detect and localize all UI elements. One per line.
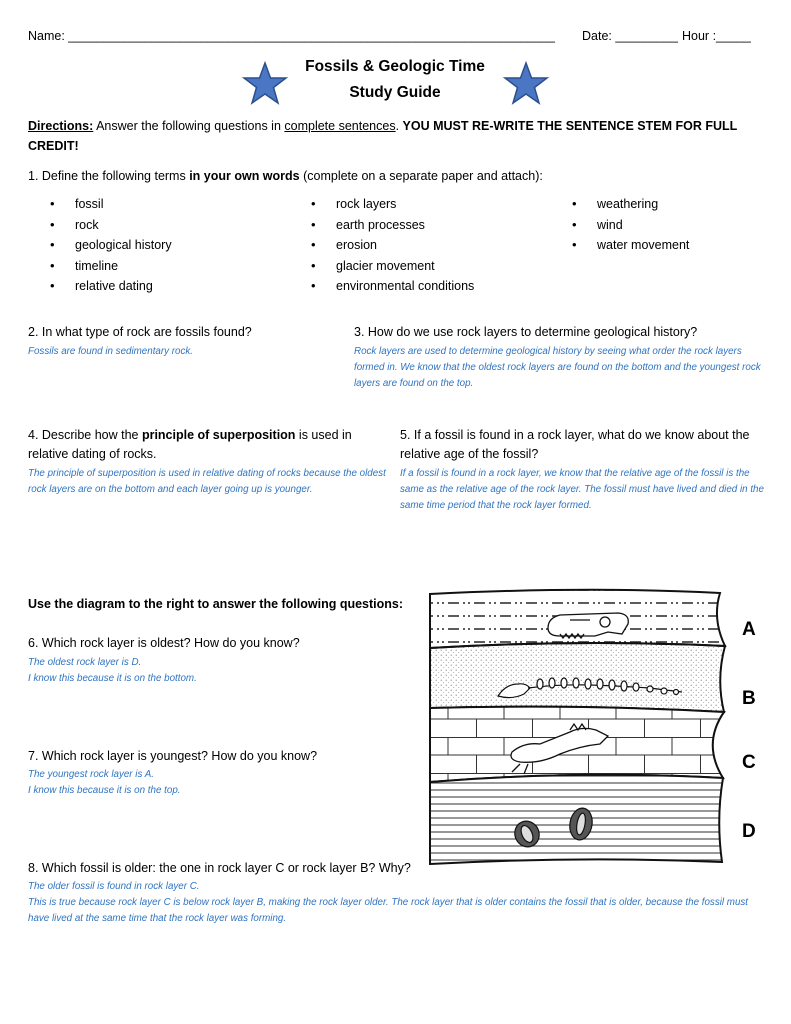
diagram-instructions: Use the diagram to the right to answer the following questions: <box>28 597 404 611</box>
terms-column-2 <box>311 194 474 297</box>
answer-6-line-1: The oldest rock layer is D. <box>28 657 142 668</box>
question-5: 5. If a fossil is found in a rock layer, what do we know about the relative age of the fossil? <box>400 428 750 461</box>
q1-pre: 1. Define the following terms <box>28 169 190 183</box>
directions-text: Answer the following questions in <box>93 119 285 133</box>
answer-2: Fossils are found in sedimentary rock. <box>28 346 193 357</box>
list-item: • environmental conditions <box>311 276 474 297</box>
question-8: 8. Which fossil is older: the one in rock layer C or rock layer B? Why? <box>28 861 411 875</box>
q1-post: (complete on a separate paper and attach): <box>299 169 543 183</box>
list-item: • relative dating <box>50 276 172 297</box>
list-item: • rock <box>50 215 172 236</box>
layer-label-a: A <box>742 619 756 640</box>
rock-layer-b <box>430 643 725 712</box>
star-icon <box>502 61 550 107</box>
answer-4: The principle of superposition is used in relative dating of rocks because the oldest rock layers are on the bottom and each layer going up is younger. <box>28 468 386 495</box>
question-7: 7. Which rock layer is youngest? How do you know? <box>28 749 318 763</box>
list-item: • geological history <box>50 235 172 256</box>
question-2: 2. In what type of rock are fossils found? <box>28 325 252 339</box>
question-6: 6. Which rock layer is oldest? How do you know? <box>28 636 300 650</box>
layer-label-c: C <box>742 752 756 773</box>
directions-label: Directions: <box>28 119 94 133</box>
terms-column-1 <box>50 194 172 297</box>
answer-6-line-2: I know this because it is on the bottom. <box>28 673 197 684</box>
list-item: • weathering <box>572 194 689 215</box>
answer-8-line-2: This is true because rock layer C is below rock layer B, making the rock layer older. The rock layer that is older contains the fossil that is older, because the fossil must have lived at the same time that the rock layer was forming. <box>28 897 749 924</box>
q4-pre: 4. Describe how the <box>28 428 142 442</box>
q4-post: is used in relative dating of rocks. <box>28 428 352 461</box>
answer-5: If a fossil is found in a rock layer, we know that the relative age of the fossil is the same as the relative age of the rock layer. The fossil must have lived and died in the same time period that the rock layer formed. <box>400 468 764 511</box>
directions-bold: YOU MUST RE-WRITE THE SENTENCE STEM FOR FULL CREDIT! <box>28 119 738 153</box>
hour-field[interactable]: Hour :_____ <box>682 29 751 43</box>
question-1 <box>28 169 543 184</box>
layer-label-b: B <box>742 688 756 709</box>
list-item: • wind <box>572 215 689 236</box>
directions-underlined: complete sentences <box>284 119 396 133</box>
list-item: • erosion <box>311 235 474 256</box>
answer-7-line-1: The youngest rock layer is A. <box>28 769 154 780</box>
answer-8-line-1: The older fossil is found in rock layer C. <box>28 881 200 892</box>
q1-bold: in your own words <box>189 169 300 183</box>
star-icon <box>241 61 289 107</box>
page-title <box>290 54 500 106</box>
list-item: • glacier movement <box>311 256 474 277</box>
directions <box>28 116 758 156</box>
name-field[interactable]: Name: ______________________________________________________________________ <box>28 29 555 43</box>
list-item: • water movement <box>572 235 689 256</box>
answer-7-line-2: I know this because it is on the top. <box>28 785 181 796</box>
list-item: • timeline <box>50 256 172 277</box>
answer-3: Rock layers are used to determine geological history by seeing what order the rock layers formed in. We know that the oldest rock layers are found on the bottom and the youngest rock layers are found on the top. <box>354 346 761 389</box>
title-line-1: Fossils & Geologic Time <box>305 58 485 75</box>
directions-text-post: . <box>395 119 403 133</box>
list-item: • rock layers <box>311 194 474 215</box>
layer-label-d: D <box>742 821 756 842</box>
q4-bold: principle of superposition <box>141 428 296 442</box>
list-item: • fossil <box>50 194 172 215</box>
rock-layers-diagram <box>420 584 770 869</box>
date-field[interactable]: Date: _________ <box>582 29 678 43</box>
title-line-2: Study Guide <box>349 84 441 101</box>
terms-column-3 <box>572 194 689 256</box>
question-4 <box>28 426 368 464</box>
question-3: 3. How do we use rock layers to determine geological history? <box>354 325 698 339</box>
list-item: • earth processes <box>311 215 474 236</box>
